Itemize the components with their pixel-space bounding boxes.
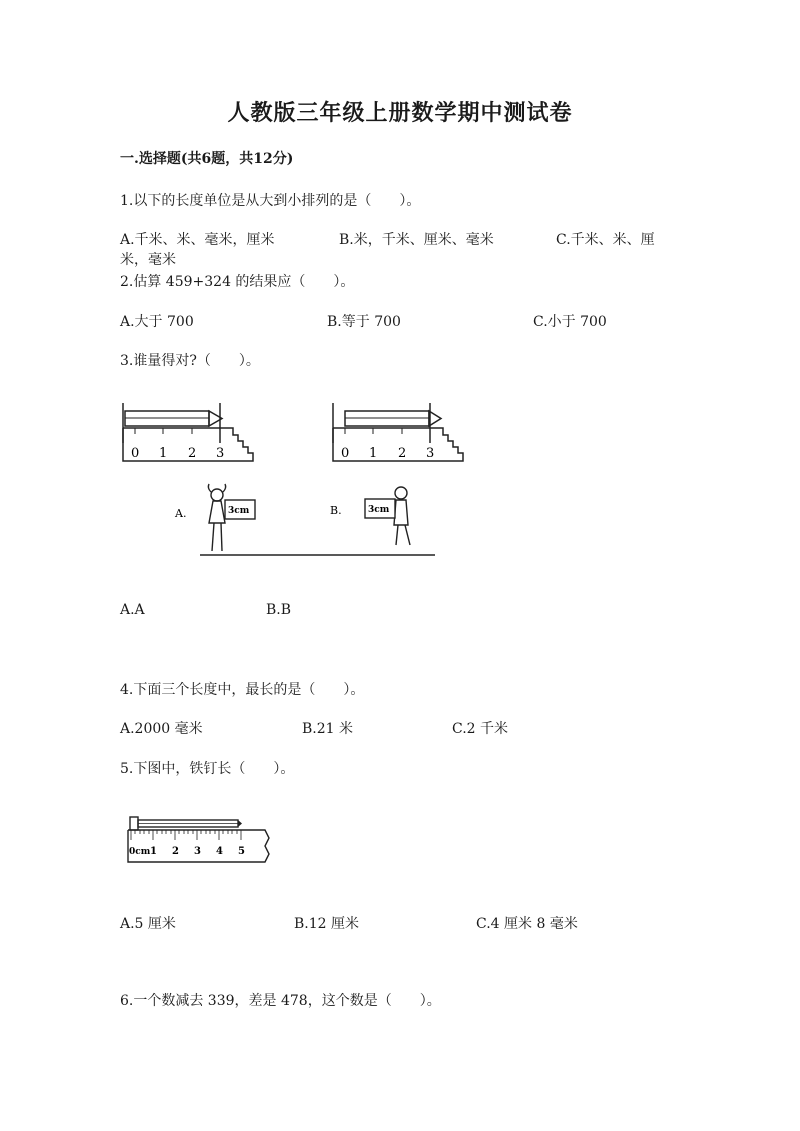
q5-option-a: A.5 厘米	[120, 916, 176, 932]
ruler-tick-0cm: 0cm	[129, 847, 151, 857]
question-5-stem: 5.下图中，铁钉长（ ）。	[120, 761, 295, 777]
pencil-icon	[345, 411, 441, 426]
section-heading: 一.选择题(共6题，共12分)	[120, 151, 294, 167]
question-6-stem: 6.一个数减去 339，差是 478，这个数是（ ）。	[120, 993, 441, 1009]
q4-option-c: C.2 千米	[452, 721, 509, 737]
q2-option-b: B.等于 700	[327, 314, 401, 330]
q1-option-a: A.千米、米、毫米，厘米	[120, 232, 275, 248]
ruler-a-tick-2: 2	[188, 446, 197, 461]
boy-holding-card-illustration	[365, 487, 410, 545]
question-4-stem: 4.下面三个长度中，最长的是（ ）。	[120, 682, 365, 698]
pencil-icon	[125, 411, 222, 426]
ruler-b-tick-2: 2	[398, 446, 407, 461]
page-title: 人教版三年级上册数学期中测试卷	[227, 100, 573, 126]
q1-option-c-continued: 米，毫米	[120, 252, 176, 268]
q3-option-b: B.B	[266, 602, 292, 618]
ruler-b-tick-3: 3	[426, 446, 435, 461]
ruler-a-tick-3: 3	[216, 446, 225, 461]
q4-option-a: A.2000 毫米	[120, 721, 203, 737]
ruler-tick-5: 5	[238, 846, 245, 857]
question-3-stem: 3.谁量得对?（ ）。	[120, 353, 260, 369]
figure-label-a: A.	[175, 507, 187, 520]
nail-icon	[130, 817, 242, 830]
q3-option-a: A.A	[120, 602, 145, 618]
q2-option-a: A.大于 700	[120, 314, 194, 330]
q5-figure	[125, 810, 275, 872]
ruler-b-tick-0: 0	[341, 446, 350, 461]
q5-option-b: B.12 厘米	[294, 916, 360, 932]
ruler-tick-4: 4	[216, 846, 223, 857]
q1-option-c: C.千米、米、厘	[556, 232, 655, 248]
ruler-tick-2: 2	[172, 846, 179, 857]
ruler-a-tick-0: 0	[131, 446, 140, 461]
q3-figure	[115, 395, 475, 565]
ruler-figure-a	[123, 403, 253, 461]
card-text-b: 3cm	[368, 505, 390, 515]
q1-option-b: B.米，千米、厘米、毫米	[339, 232, 494, 248]
ruler-b-tick-1: 1	[369, 446, 378, 461]
q4-option-b: B.21 米	[302, 721, 354, 737]
question-1-stem: 1.以下的长度单位是从大到小排列的是（ ）。	[120, 193, 421, 209]
ruler-a-tick-1: 1	[159, 446, 168, 461]
card-text-a: 3cm	[228, 506, 250, 516]
question-2-stem: 2.估算 459+324 的结果应（ ）。	[120, 274, 355, 290]
ruler-tick-3: 3	[194, 846, 201, 857]
ruler-figure-b	[333, 403, 463, 461]
figure-label-b: B.	[330, 504, 342, 517]
q2-option-c: C.小于 700	[533, 314, 607, 330]
q5-option-c: C.4 厘米 8 毫米	[476, 916, 578, 932]
ruler-tick-1: 1	[150, 846, 157, 857]
girl-holding-card-illustration	[208, 484, 255, 551]
